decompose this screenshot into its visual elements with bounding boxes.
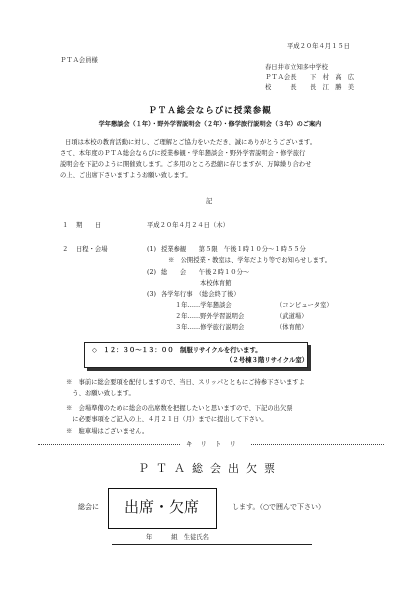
event-1-name: １年……学年懇談会 [175,302,232,309]
event-2-name: ２年……野外学習説明会 [175,313,245,320]
item1-label: 期 日 [76,222,102,229]
item1-number: １ [62,222,69,229]
event-1-place: （コンピュータ室） [276,302,333,309]
intro-line-1: 日頃は本校の教育活動に対し、ご理解とご協力をいただき、誠にありがとうございます。 [65,139,317,146]
schedule-3-text: 各学年行事 （総会終了後） [161,291,240,298]
document-title: ＰＴＡ総会ならびに授業参観 [148,106,272,116]
schedule-2-number: (2) [147,269,156,276]
student-name-label: 年 組 生徒氏名 [146,534,209,541]
note-1-line2: う、お願い致します。 [66,390,135,397]
schedule-2-text: 総 会 午後２時１０分～ [161,269,250,276]
addressee: ＰＴＡ会員様 [60,57,98,64]
sender-school: 春日井市立知多中学校 [265,64,328,71]
student-name-line[interactable] [112,544,312,545]
event-3-name: ３年……修学旅行説明会 [175,324,245,331]
note-2-line2: に必要事項をご記入の上、４月２１日（月）までに提出して下さい。 [66,416,268,423]
schedule-2-place: 本校体育館 [200,280,232,287]
sender-pta-name: 下 村 高 広 [310,74,355,81]
intro-line-4: の上、ご出席下さいますようお願い致します。 [60,172,192,179]
event-3-place: （体育館） [276,324,308,331]
schedule-1-note: ※ 公開授業・教室は、学年だより等でお知らせします。 [168,257,332,264]
document-subtitle: 学年懇談会（１年）・野外学習説明会（２年）・修学旅行説明会（３年）のご案内 [98,121,322,128]
rsvp-prefix: 総会に [78,503,99,511]
sender-pta-role: ＰＴＡ会長 [265,74,297,81]
event-2-place: （武道場） [276,313,308,320]
intro-line-2: さて、本年度のＰＴＡ総会ならびに授業参観・学年懇談会・野外学習説明会・修学旅行 [60,150,306,157]
item1-value: 平成２０年４月２４日（木） [147,222,229,229]
recycle-notice-line2: （２号棟３階リサイクル室） [226,356,309,364]
ki-heading: 記 [206,198,213,205]
schedule-1-text: 授業参観 第５限 午後１時１０分～１時５５分 [161,246,306,253]
item2-number: ２ [62,246,69,253]
schedule-3-number: (3) [147,291,156,298]
note-1-line1: ※ 事前に総会要項を配付しますので、当日、スリッパとともにご持参下さいますよ [66,379,305,386]
note-3: ※ 駐車場はございません。 [66,428,149,435]
item2-label: 日程・会場 [76,246,108,253]
issue-date: 平成２０年４月１５日 [287,43,350,50]
schedule-1-number: (1) [147,246,156,253]
sender-principal-role: 校 長 [265,84,297,91]
cut-label: キリトリ [180,439,250,448]
attendance-choice-text[interactable]: 出席・欠席 [123,498,199,516]
intro-line-3: 説明会を下記のように開催致します。ご多用のところ恐縮に存じますが、万障繰り合わせ [60,161,312,168]
rsvp-title: ＰＴＡ総会出欠票 [138,462,282,475]
note-2-line1: ※ 会場準備のために総会の出席数を把握したいと思いますので、下記の出欠票 [66,405,293,412]
sender-principal-name: 長 江 勝 美 [310,84,355,91]
rsvp-suffix: します。（○で囲んで下さい） [232,503,326,511]
recycle-notice-line1: ◇ １２：３０～１３：００ 制服リサイクルを行います。 [92,346,262,354]
